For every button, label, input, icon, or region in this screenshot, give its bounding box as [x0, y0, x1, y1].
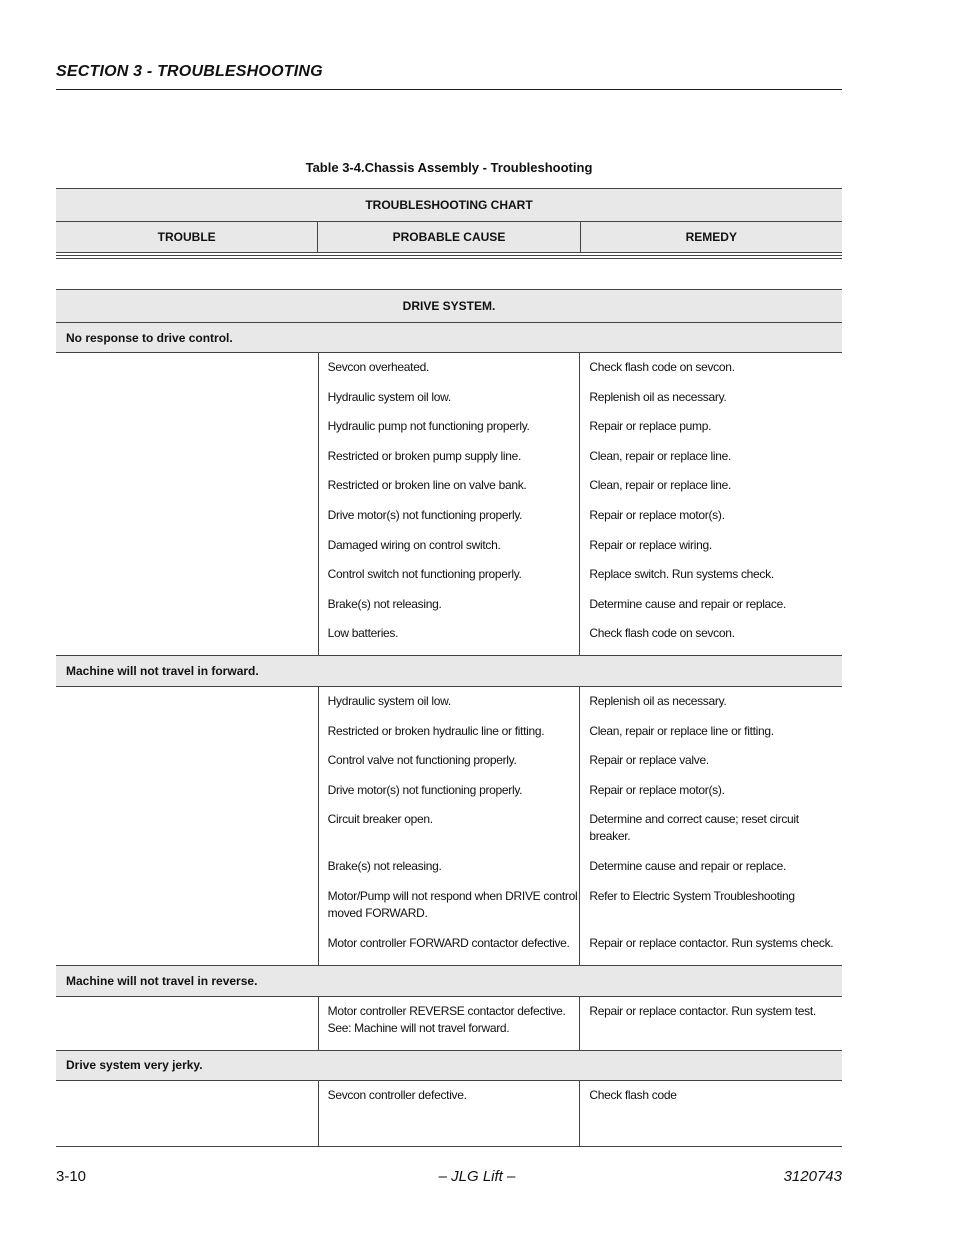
remedy: Repair or replace motor(s). [589, 782, 725, 797]
remedy: Repair or replace valve. [589, 753, 709, 768]
probable-cause: Sevcon controller defective. [327, 1087, 467, 1102]
remedy: Determine and correct cause; reset circuit breaker. [589, 812, 799, 844]
probable-cause: Restricted or broken hydraulic line or fitting. [327, 723, 545, 738]
trouble-heading [56, 1051, 842, 1081]
trouble-text: No response to drive control. [66, 330, 233, 345]
page-number: 3-10 [56, 1168, 87, 1185]
remedy: Repair or replace pump. [589, 419, 712, 434]
table-title: Table 3-4.Chassis Assembly - Troubleshooting [305, 160, 593, 175]
remedy: Refer to Electric System Troubleshooting [589, 888, 795, 903]
cause-column-cell [319, 1081, 581, 1146]
trouble-column-cell [56, 687, 319, 965]
probable-cause: Control valve not functioning properly. [327, 753, 517, 768]
probable-cause: Restricted or broken line on valve bank. [327, 478, 527, 493]
cause-column-cell [319, 353, 581, 655]
trouble-group-rows [56, 997, 842, 1051]
remedy-column-cell [580, 997, 842, 1050]
probable-cause: Hydraulic system oil low. [327, 693, 451, 708]
footer-center: – JLG Lift – [438, 1168, 516, 1185]
remedy: Determine cause and repair or replace. [589, 859, 787, 874]
trouble-heading [56, 323, 842, 353]
remedy-column-cell [580, 1081, 842, 1146]
system-heading-text: DRIVE SYSTEM. [402, 299, 496, 313]
trouble-groups [56, 323, 842, 1147]
remedy: Determine cause and repair or replace. [589, 596, 787, 611]
probable-cause: Damaged wiring on control switch. [327, 537, 501, 552]
probable-cause: Drive motor(s) not functioning properly. [327, 782, 523, 797]
trouble-heading [56, 656, 842, 687]
trouble-column-cell [56, 353, 319, 655]
trouble-group-rows [56, 1081, 842, 1147]
remedy: Replenish oil as necessary. [589, 693, 727, 708]
remedy: Check flash code on sevcon. [589, 626, 735, 641]
chart-heading-text: TROUBLESHOOTING CHART [365, 198, 533, 212]
probable-cause: Sevcon overheated. [327, 360, 429, 374]
column-headers [56, 222, 842, 253]
trouble-column-cell [56, 997, 319, 1050]
probable-cause: Motor/Pump will not respond when DRIVE control moved FORWARD. [327, 888, 578, 920]
remedy: Repair or replace contactor. Run system test. [589, 1003, 816, 1018]
probable-cause: Restricted or broken pump supply line. [327, 448, 522, 463]
probable-cause: Low batteries. [327, 626, 399, 641]
probable-cause: Circuit breaker open. [327, 812, 433, 827]
probable-cause: Drive motor(s) not functioning properly. [327, 507, 523, 522]
remedy: Replenish oil as necessary. [589, 389, 727, 404]
troubleshooting-chart [56, 188, 842, 1147]
remedy: Repair or replace contactor. Run systems check. [589, 935, 834, 950]
trouble-text: Machine will not travel in forward. [66, 663, 259, 678]
trouble-group-rows [56, 353, 842, 656]
column-header-remedy: REMEDY [580, 222, 842, 252]
remedy-column-cell [580, 353, 842, 655]
remedy: Clean, repair or replace line. [589, 448, 732, 463]
probable-cause: Hydraulic pump not functioning properly. [327, 419, 530, 434]
remedy-column-cell [580, 687, 842, 965]
section-header [56, 63, 842, 90]
column-header-trouble: TROUBLE [157, 230, 216, 244]
trouble-column-cell [56, 1081, 319, 1146]
trouble-group-rows [56, 687, 842, 966]
trouble-text: Drive system very jerky. [66, 1058, 203, 1072]
remedy: Clean, repair or replace line. [589, 478, 732, 493]
probable-cause: Brake(s) not releasing. [327, 859, 442, 874]
section-title: SECTION 3 - TROUBLESHOOTING [56, 63, 323, 80]
cause-column-cell [319, 687, 581, 965]
probable-cause: Control switch not functioning properly. [327, 567, 522, 582]
remedy: Clean, repair or replace line or fitting. [589, 723, 774, 738]
document-number: 3120743 [783, 1168, 842, 1185]
remedy: Repair or replace wiring. [589, 537, 712, 552]
remedy: Check flash code [589, 1087, 677, 1102]
cause-column-cell [319, 997, 581, 1050]
remedy: Check flash code on sevcon. [589, 360, 735, 374]
remedy: Repair or replace motor(s). [589, 507, 725, 522]
remedy: Replace switch. Run systems check. [589, 567, 774, 582]
chart-heading [56, 188, 842, 222]
probable-cause: Motor controller FORWARD contactor defective. [327, 935, 570, 950]
trouble-heading [56, 966, 842, 997]
trouble-text: Machine will not travel in reverse. [66, 973, 258, 988]
column-header-cause: PROBABLE CAUSE [317, 222, 579, 252]
probable-cause: Brake(s) not releasing. [327, 596, 442, 611]
system-heading [56, 289, 842, 323]
probable-cause: Motor controller REVERSE contactor defective. See: Machine will not travel forward. [327, 1003, 566, 1035]
probable-cause: Hydraulic system oil low. [327, 389, 451, 404]
